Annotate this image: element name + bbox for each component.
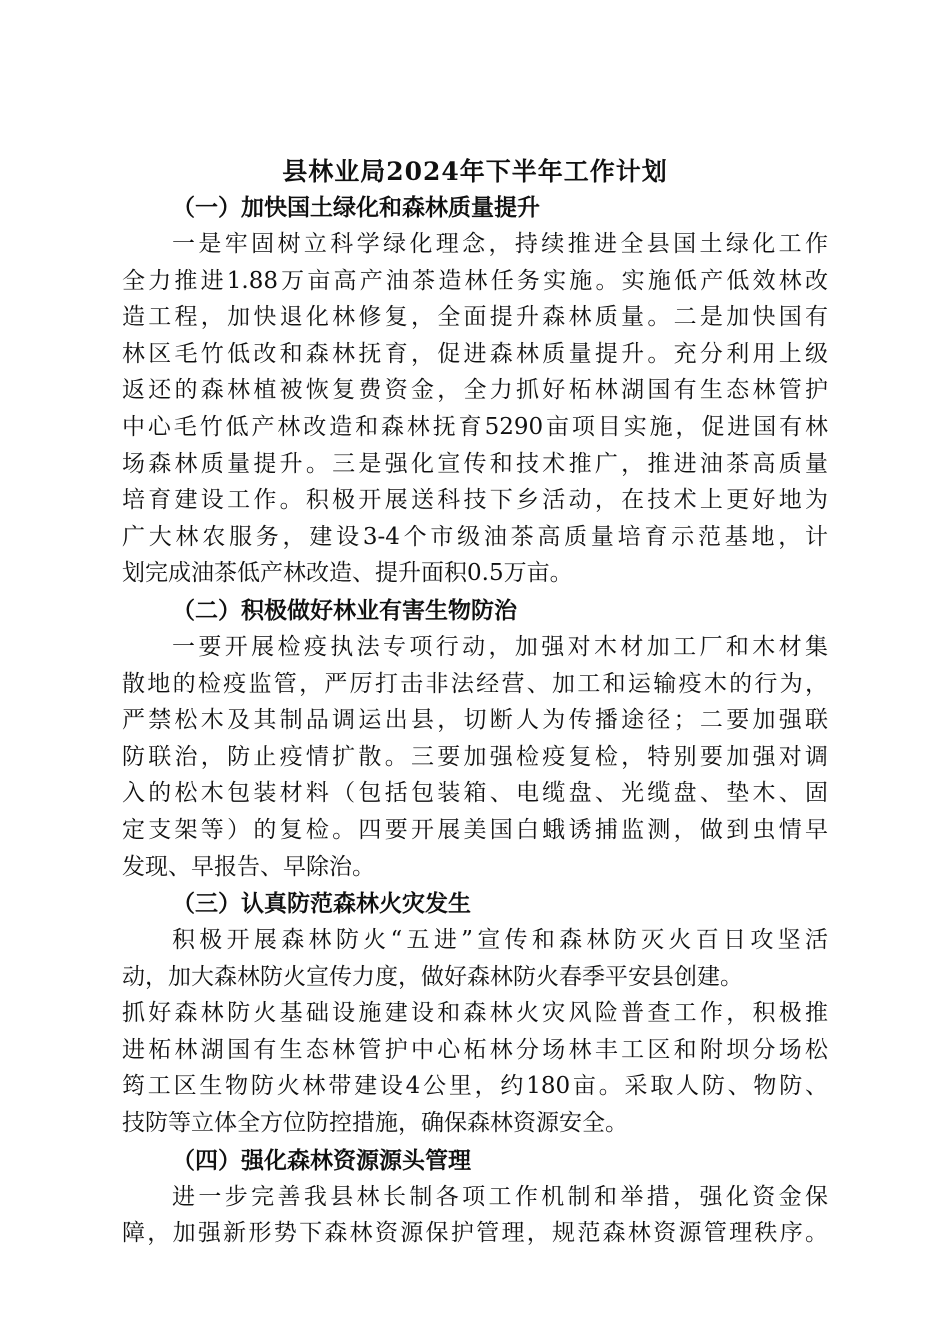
text-line: 技防等立体全方位防控措施，确保森林资源安全。 xyxy=(122,1110,628,1137)
text-line: 划完成油茶低产林改造、提升面积0.5万亩。 xyxy=(122,560,573,587)
text-line: 中心毛竹低产林改造和森林抚育5290亩项目实施，促进国有林 xyxy=(122,413,828,440)
text-line: 障，加强新形势下森林资源保护管理，规范森林资源管理秩序。 xyxy=(122,1220,828,1247)
section-heading-2: （二）积极做好林业有害生物防治 xyxy=(172,596,517,624)
text-line: 定支架等）的复检。四要开展美国白蛾诱捕监测，做到虫情早 xyxy=(122,816,828,843)
text-line: 全力推进1.88万亩高产油茶造林任务实施。实施低产低效林改 xyxy=(122,267,828,294)
document-body xyxy=(122,189,828,1252)
text-line: 培育建设工作。积极开展送科技下乡活动，在技术上更好地为 xyxy=(122,487,828,514)
text-line: 发现、早报告、早除治。 xyxy=(122,853,375,880)
text-line: 防联治，防止疫情扩散。三要加强检疫复检，特别要加强对调 xyxy=(122,743,828,770)
text-line: 造工程，加快退化林修复，全面提升森林质量。二是加快国有 xyxy=(122,304,828,331)
text-line: 散地的检疫监管，严厉打击非法经营、加工和运输疫木的行为， xyxy=(122,670,828,697)
text-line: 进一步完善我县林长制各项工作机制和举措，强化资金保 xyxy=(172,1183,828,1210)
section-paragraph-1 xyxy=(122,226,828,592)
text-line: 动，加大森林防火宣传力度，做好森林防火春季平安县创建。 xyxy=(122,963,743,990)
text-line: 入的松木包装材料（包括包装箱、电缆盘、光缆盘、垫木、固 xyxy=(122,780,828,807)
text-line: 抓好森林防火基础设施建设和森林火灾风险普查工作，积极推 xyxy=(122,1000,828,1027)
text-line: 进柘林湖国有生态林管护中心柘林分场林丰工区和附坝分场松 xyxy=(122,1036,828,1063)
text-line: 严禁松木及其制品调运出县，切断人为传播途径；二要加强联 xyxy=(122,707,828,734)
section-paragraph-3 xyxy=(122,922,828,1142)
text-line: 积极开展森林防火“五进”宣传和森林防灭火百日攻坚活 xyxy=(172,927,828,954)
text-line: 场森林质量提升。三是强化宣传和技术推广，推进油茶高质量 xyxy=(122,450,828,477)
section-heading-4: （四）强化森林资源源头管理 xyxy=(172,1146,471,1174)
text-line: 一要开展检疫执法专项行动，加强对木材加工厂和木材集 xyxy=(172,633,828,660)
text-line: 筠工区生物防火林带建设4公里，约180亩。采取人防、物防、 xyxy=(122,1073,828,1100)
section-heading-1: （一）加快国土绿化和森林质量提升 xyxy=(172,194,540,221)
section-paragraph-4 xyxy=(122,1179,828,1252)
text-line: 一是牢固树立科学绿化理念，持续推进全县国土绿化工作 xyxy=(172,231,828,257)
text-line: 林区毛竹低改和森林抚育，促进森林质量提升。充分利用上级 xyxy=(122,340,828,367)
section-heading-3: （三）认真防范森林火灾发生 xyxy=(172,890,471,918)
text-line: 广大林农服务，建设3-4个市级油茶高质量培育示范基地，计 xyxy=(122,523,828,550)
text-line: 返还的森林植被恢复费资金，全力抓好柘林湖国有生态林管护 xyxy=(122,377,828,404)
document-title: 县林业局2024年下半年工作计划 xyxy=(282,157,668,186)
section-paragraph-2 xyxy=(122,629,828,885)
